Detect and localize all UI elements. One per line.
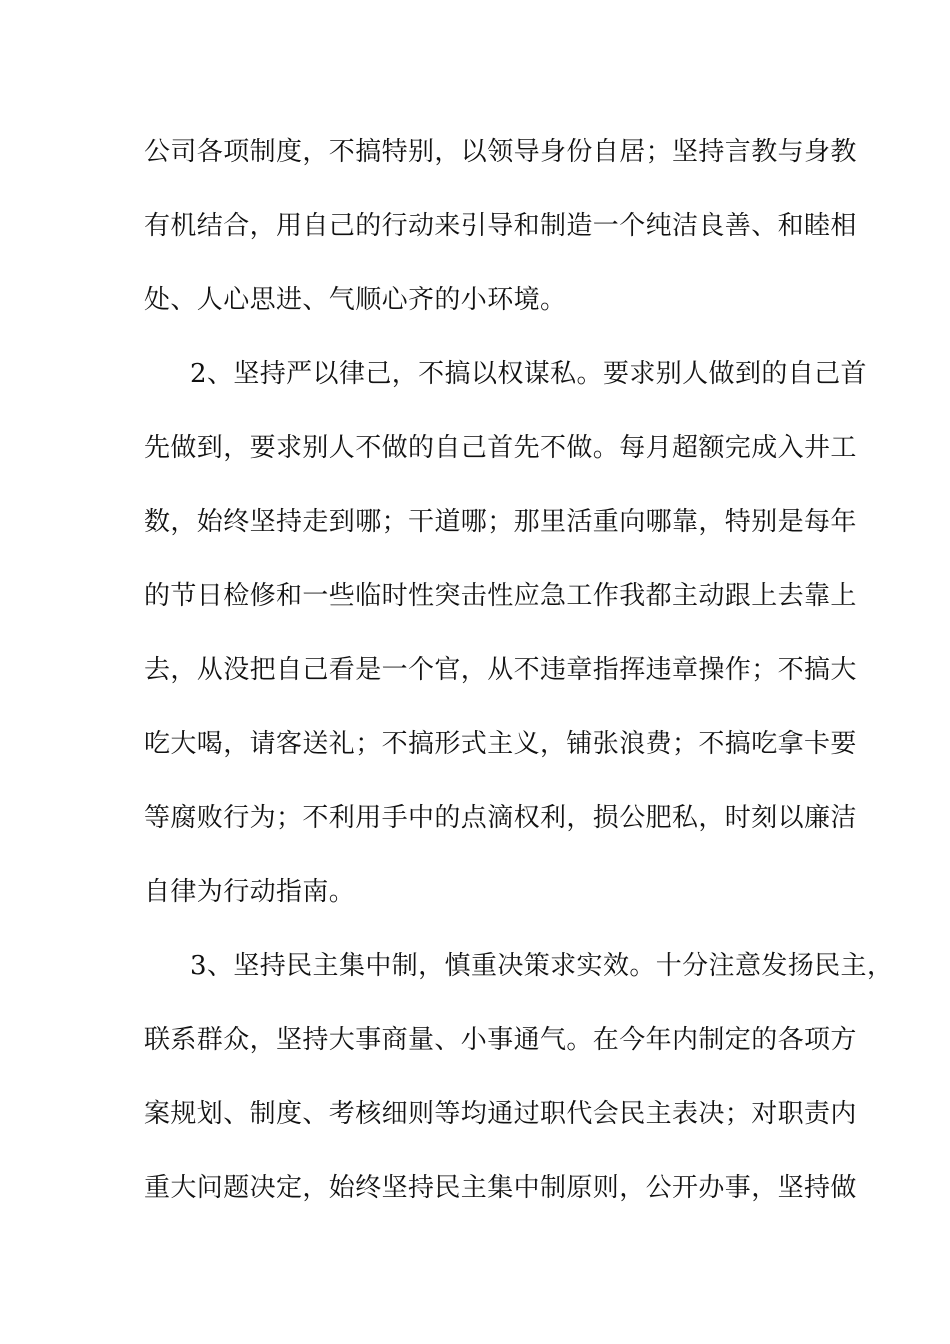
text-line: 有机结合，用自己的行动来引导和制造一个纯洁良善、和睦相 bbox=[144, 211, 857, 241]
text-line: 数，始终坚持走到哪；干道哪；那里活重向哪靠，特别是每年 bbox=[144, 507, 857, 537]
paragraph-start-line: 3、坚持民主集中制，慎重决策求实效。十分注意发扬民主， bbox=[190, 951, 894, 981]
text-line: 吃大喝，请客送礼；不搞形式主义，铺张浪费；不搞吃拿卡要 bbox=[144, 729, 857, 759]
body-text bbox=[144, 122, 894, 1232]
text-line: 的节日检修和一些临时性突击性应急工作我都主动跟上去靠上 bbox=[144, 581, 857, 611]
paragraph-start-line: 2、坚持严以律己，不搞以权谋私。要求别人做到的自己首 bbox=[190, 359, 867, 389]
text-line: 案规划、制度、考核细则等均通过职代会民主表决；对职责内 bbox=[144, 1099, 857, 1129]
text-line: 重大问题决定，始终坚持民主集中制原则，公开办事，坚持做 bbox=[144, 1173, 857, 1203]
text-line: 处、人心思进、气顺心齐的小环境。 bbox=[144, 285, 567, 315]
text-line: 公司各项制度，不搞特别，以领导身份自居；坚持言教与身教 bbox=[144, 137, 857, 167]
text-line: 先做到，要求别人不做的自己首先不做。每月超额完成入井工 bbox=[144, 433, 857, 463]
text-line: 自律为行动指南。 bbox=[144, 877, 356, 907]
text-line: 联系群众，坚持大事商量、小事通气。在今年内制定的各项方 bbox=[144, 1025, 857, 1055]
text-line: 等腐败行为；不利用手中的点滴权利，损公肥私，时刻以廉洁 bbox=[144, 803, 857, 833]
text-line: 去，从没把自己看是一个官，从不违章指挥违章操作；不搞大 bbox=[144, 655, 857, 685]
